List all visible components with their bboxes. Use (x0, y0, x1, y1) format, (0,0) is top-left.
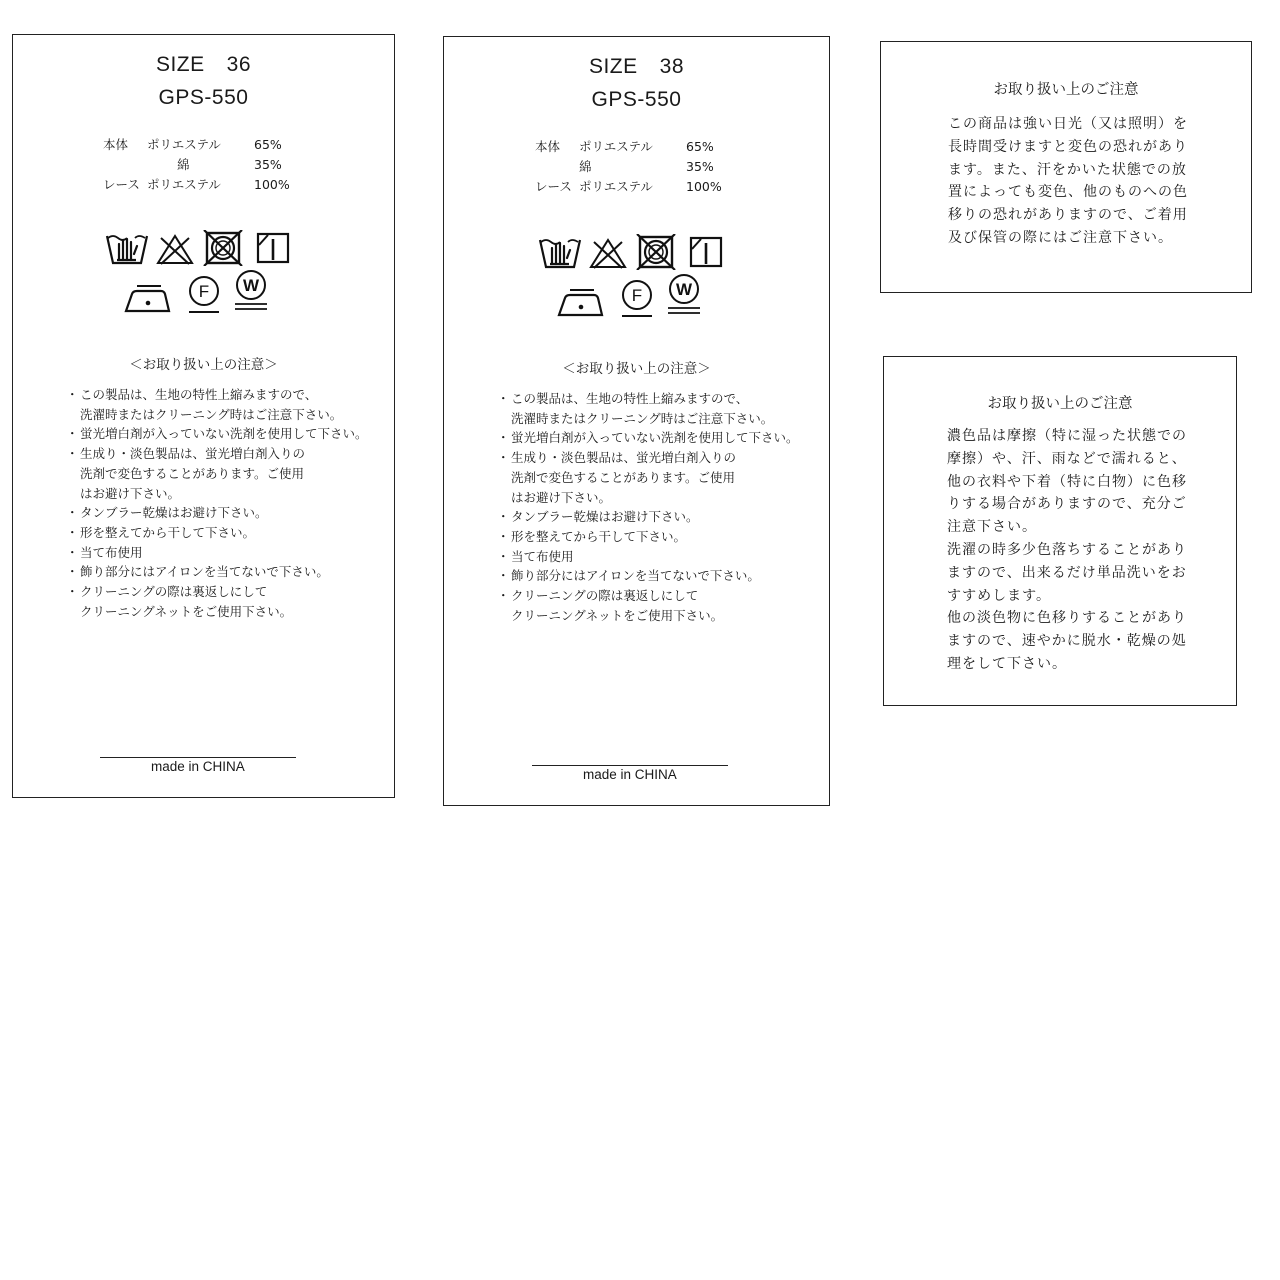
dry-clean-f-icon (618, 278, 656, 320)
care-item: クリーニングネットをご使用下さい。 (80, 603, 293, 619)
care-symbols (105, 230, 295, 320)
care-item: ・ クリーニングの際は裏返しにして (68, 582, 368, 602)
size-label: SIZE (588, 55, 638, 78)
care-item: ・ 生成り・淡色製品は、蛍光増白剤入りの (68, 444, 368, 464)
notice-line: 及び保管の際にはご注意下さい。 (948, 229, 1173, 246)
care-list (68, 385, 368, 621)
composition-material: ポリエステル (147, 137, 221, 152)
composition-material: ポリエステル (579, 179, 653, 194)
notice-line: 置によっても変色、他のものへの色 (948, 184, 1188, 201)
composition-part: レース (103, 177, 140, 192)
notice-title: お取り扱い上のご注意 (987, 396, 1133, 412)
care-item: 洗濯時またはクリーニング時はご注意下さい。 (511, 410, 774, 426)
line-dry-shade-icon (255, 231, 291, 265)
composition-percent: 65% (254, 137, 282, 152)
care-label-size-36 (12, 34, 395, 798)
care-item: ・ クリーニングの際は裏返しにして (499, 586, 799, 606)
care-item: はお避け下さい。 (511, 489, 612, 505)
notice-line: 洗濯の時多少色落ちすることがあり (947, 541, 1187, 558)
composition-row (103, 135, 294, 155)
hand-wash-icon (105, 230, 149, 266)
notice-line: 移りの恐れがありますので、ご着用 (948, 207, 1188, 224)
composition-material: 綿 (177, 157, 190, 172)
care-item: ・ 形を整えてから干して下さい。 (68, 523, 368, 543)
care-list (499, 389, 799, 625)
care-item: ・ タンブラー乾燥はお避け下さい。 (499, 507, 799, 527)
notice-line: ますので、出来るだけ単品洗いをお (947, 564, 1187, 581)
notice-line: ますので、速やかに脱水・乾燥の処 (947, 633, 1187, 650)
composition-material: ポリエステル (579, 139, 653, 154)
care-item: ・ 飾り部分にはアイロンを当てないで下さい。 (499, 566, 799, 586)
composition-row (103, 175, 294, 195)
composition-percent: 100% (686, 179, 722, 194)
composition-part: 本体 (103, 137, 129, 152)
composition-part: レース (535, 179, 572, 194)
composition-part (535, 157, 579, 177)
composition-material: 綿 (579, 159, 592, 174)
care-item: 洗濯時またはクリーニング時はご注意下さい。 (80, 406, 343, 422)
care-item: ・ この製品は、生地の特性上縮みますので、 (499, 389, 799, 409)
notice-card-color-transfer (883, 356, 1237, 706)
no-tumble-dry-icon (636, 234, 676, 270)
notice-card-sunlight (880, 41, 1252, 293)
composition-percent: 65% (686, 139, 714, 154)
composition-table (535, 137, 726, 197)
divider-line (100, 757, 296, 758)
notice-line: りする場合がありますので、充分ご (947, 496, 1187, 513)
composition-row (535, 177, 726, 197)
composition-row (535, 137, 726, 157)
notice-line: 長時間受けますと変色の恐れがあり (948, 138, 1188, 155)
notice-line: 他の衣料や下着（特に白物）に色移 (947, 473, 1187, 490)
made-in-text: made in CHINA (151, 759, 245, 774)
size-value: 38 (659, 55, 685, 78)
composition-percent: 35% (254, 157, 282, 172)
dry-clean-f-icon (185, 274, 223, 316)
notice-line: ます。また、汗をかいた状態での放 (948, 161, 1187, 178)
model-number: GPS-550 (158, 86, 249, 109)
svg-text:F: F (631, 286, 643, 305)
notice-line: 他の淡色物に色移りすることがあり (947, 610, 1187, 627)
care-item: ・ タンブラー乾燥はお避け下さい。 (68, 503, 368, 523)
care-label-size-38 (443, 36, 830, 806)
svg-text:W: W (242, 276, 260, 295)
no-tumble-dry-icon (203, 230, 243, 266)
model-number: GPS-550 (591, 88, 682, 111)
composition-row (535, 157, 726, 177)
care-item: ・ 蛍光増白剤が入っていない洗剤を使用して下さい。 (68, 424, 368, 444)
notice-line: 摩擦）や、汗、雨などで濡れると、 (947, 450, 1187, 467)
notice-line: すすめします。 (947, 587, 1052, 604)
care-item: ・ 形を整えてから干して下さい。 (499, 527, 799, 547)
notice-line: この商品は強い日光（又は照明）を (948, 116, 1188, 132)
iron-low-icon (123, 282, 173, 314)
care-item: ・ 当て布使用 (499, 547, 799, 567)
svg-text:F: F (198, 282, 210, 301)
composition-table (103, 135, 294, 195)
composition-part: 本体 (535, 139, 561, 154)
notice-line: 理をして下さい。 (947, 655, 1067, 672)
composition-percent: 35% (686, 159, 714, 174)
care-item: はお避け下さい。 (80, 485, 181, 501)
composition-row (103, 155, 294, 175)
hand-wash-icon (538, 234, 582, 270)
care-title: ＜お取り扱い上の注意＞ (129, 357, 278, 373)
wet-clean-w-icon (664, 272, 704, 318)
care-item: ・ 蛍光増白剤が入っていない洗剤を使用して下さい。 (499, 428, 799, 448)
line-dry-shade-icon (688, 235, 724, 269)
made-in-text: made in CHINA (583, 767, 677, 782)
care-item: ・ 当て布使用 (68, 543, 368, 563)
divider-line (532, 765, 728, 766)
care-item: 洗剤で変色することがあります。ご使用 (511, 469, 736, 485)
size-line (13, 53, 394, 77)
composition-part (103, 155, 147, 175)
care-title: ＜お取り扱い上の注意＞ (562, 361, 711, 377)
care-item: 洗剤で変色することがあります。ご使用 (80, 465, 305, 481)
notice-line: 注意下さい。 (947, 519, 1037, 536)
care-item: クリーニングネットをご使用下さい。 (511, 607, 724, 623)
composition-material: ポリエステル (147, 177, 221, 192)
iron-low-icon (556, 286, 606, 318)
composition-percent: 100% (254, 177, 290, 192)
care-item: ・ 生成り・淡色製品は、蛍光増白剤入りの (499, 448, 799, 468)
notice-line: 濃色品は摩擦（特に湿った状態での (947, 428, 1187, 444)
care-item: ・ 飾り部分にはアイロンを当てないで下さい。 (68, 562, 368, 582)
care-symbols (538, 234, 728, 324)
wet-clean-w-icon (231, 268, 271, 314)
no-bleach-icon (155, 232, 195, 266)
care-item: ・ この製品は、生地の特性上縮みますので、 (68, 385, 368, 405)
size-line (444, 55, 829, 79)
no-bleach-icon (588, 236, 628, 270)
size-label: SIZE (155, 53, 205, 76)
notice-body (948, 113, 1188, 250)
size-value: 36 (226, 53, 252, 76)
svg-text:W: W (675, 280, 693, 299)
notice-body (947, 425, 1187, 676)
notice-title: お取り扱い上のご注意 (993, 82, 1139, 98)
